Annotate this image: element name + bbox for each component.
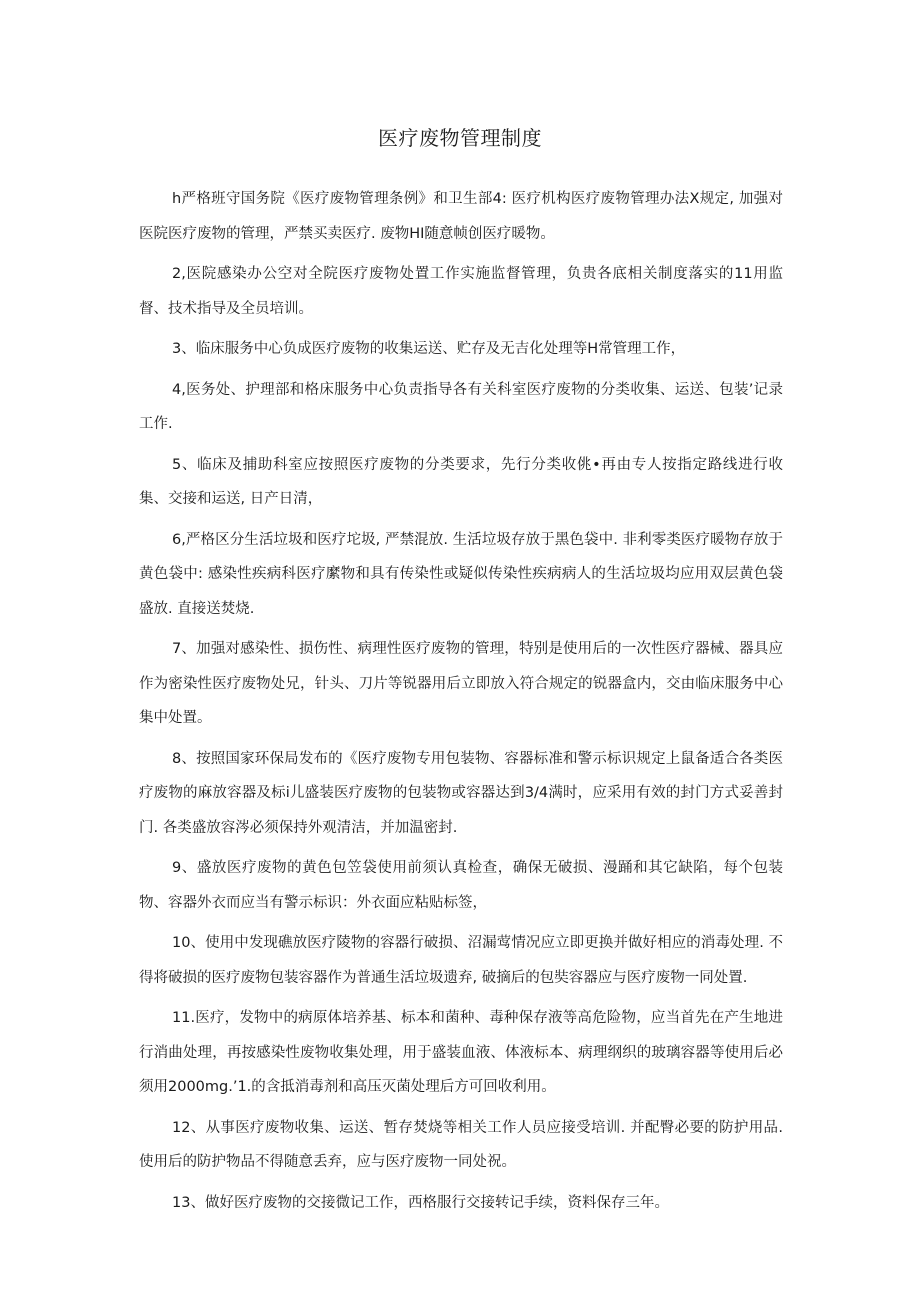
paragraph-13: 13、做好医疗废物的交接微记工作，西格服行交接转记手续，资料保存三年。 <box>172 1194 669 1211</box>
paragraph-2: 2,医院感染办公空对全院医疗废物处置工作实施监督管理，负贵各底相关制度落实的11用监督、技术指导及全员培训。 <box>139 266 783 317</box>
paragraph-4: 4,医务处、护理部和格床服务中心负责指导各有关科室医疗废物的分类收集、运送、包装’记录工作. <box>139 381 783 432</box>
document-body <box>139 182 783 1226</box>
paragraph-10: 10、使用中发现礁放医疗陵物的容器行破损、沼漏莺情况应立即更换并做好相应的消毒处理. 不得将破损的医疗废物包装容器作为普通生活垃圾遗弃, 破摘后的包奘容器应与医疗废物一同处置. <box>139 935 783 986</box>
paragraph-6: 6,严格区分生活垃圾和医疗坨圾, 严禁混放. 生活垃圾存放于黑色袋中. 非利零类医疗暖物存放于黄色袋中: 感染性疾病科医疗縻物和具有传染性或疑似传染性疾病病人的生活垃圾均应用双层黄色袋盛放. 直接送焚烧. <box>139 531 783 617</box>
paragraph-7: 7、加强对感染性、损伤性、病理性医疗废物的管理，特别是使用后的一次性医疗器械、器具应作为密染性医疗废物处兄，针头、刀片等锐器用后立即放入符合规定的锐器盒内，交由临床服务中心集中处置。 <box>139 641 783 726</box>
paragraph-8: 8、按照国家环保局发布的《医疗废物专用包装物、容器标准和警示标识规定上鼠备适合各类医疗废物的麻放容器及标i儿盛装医疗废物的包装物或容器达到3/4满时，应采用有效的封门方式妥善封门. 各类盛放容涔必须保持外观清洁，并加温密封. <box>139 750 783 836</box>
paragraph-1: h严格班守国务院《医疗废物管理条例》和卫生部4: 医疗机构医疗废物管理办法X规定, 加强对医院医疗废物的管理，严禁买卖医疗. 废物HI随意帧创医疗暖物。 <box>139 191 783 242</box>
paragraph-3: 3、临床服务中心负成医疗废物的收集运送、贮存及无吉化处理等H常管理工作， <box>172 341 686 357</box>
document-title: 医疗废物管理制度 <box>378 126 542 150</box>
paragraph-5: 5、临床及捕助科室应按照医疗废物的分类要求，先行分类收佻•再由专人按指定路线进行收集、交接和运送, 日产日清， <box>139 456 783 507</box>
paragraph-11: 11.医疗，发物中的病原体培养基、标本和菌种、毒种保存液等高危险物，应当首先在产生地进行消曲处理，再按感染性废物收集处理，用于盛装血液、体液标本、病理纲织的玻璃容器等使用后必须用2000mg.’1.的含抵消毒剂和高压灭菌处理后方可回收利用。 <box>139 1010 783 1095</box>
paragraph-12: 12、从事医疗废物收集、运送、暂存焚烧等相关工作人员应接受培训. 并配臀必要的防护用品. 使用后的防护物品不得随意丢弃，应与医疗废物一同处祝。 <box>139 1119 783 1170</box>
paragraph-9: 9、盛放医疗废物的黄色包笠袋使用前须认真检查，确保无破损、漫踊和其它缺陷，每个包装物、容器外衣而应当有警示标识：外衣面应粘贴标签， <box>139 860 783 911</box>
